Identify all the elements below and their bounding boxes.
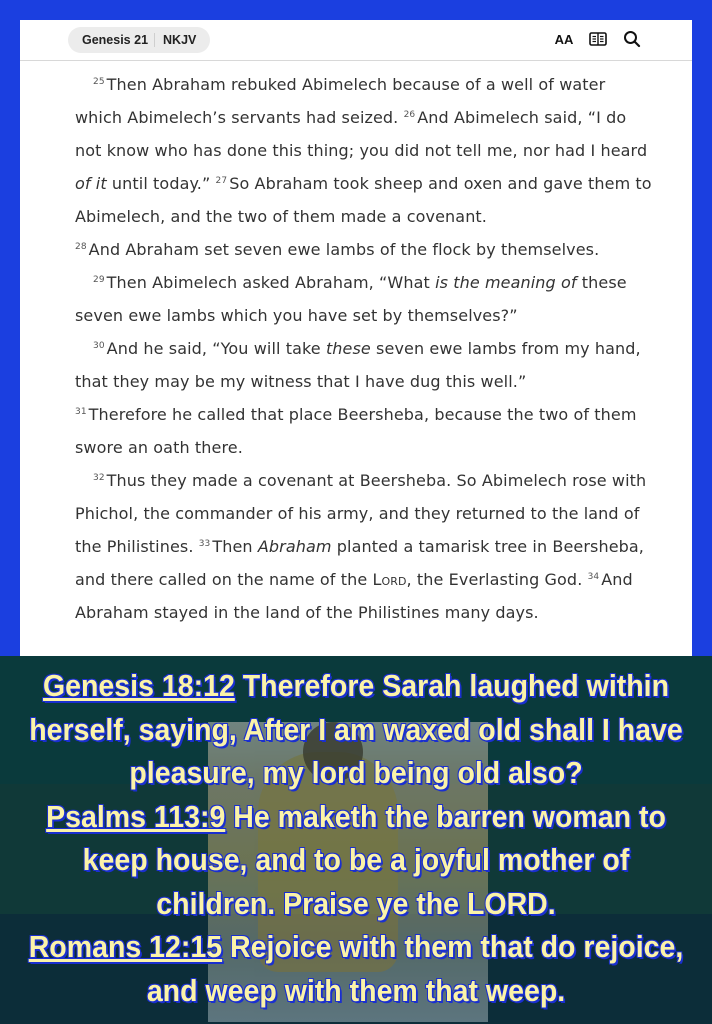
italic-text: Abraham [257, 537, 332, 556]
verse-number: 32 [93, 472, 105, 483]
verse-text: until today.” [106, 174, 216, 193]
passage-paragraph [75, 464, 655, 629]
verse-text: And Abraham stayed in the land of the Philistines many days. [75, 570, 633, 622]
verse-text: , the Everlasting God. [406, 570, 588, 589]
verse-number: 31 [75, 406, 87, 417]
reference-pill[interactable] [68, 27, 210, 53]
verse-number: 33 [198, 538, 211, 549]
verse-text: So Abraham took sheep and oxen and gave them to Abimelech, and the two of them made a covenant. [75, 174, 652, 226]
verse-text: And he said, “You will take [106, 339, 326, 358]
small-caps-text: Lord [372, 570, 407, 589]
verse-number: 25 [93, 76, 105, 87]
book-open-icon[interactable] [588, 29, 608, 49]
verse-body: He maketh the barren woman to keep house, and to be a joyful mother of children. Praise ye the LORD. [82, 798, 666, 921]
verse-body: Rejoice with them that do rejoice, and weep with them that weep. [146, 929, 684, 1008]
verse-text: Therefore he called that place Beersheba, because the two of them swore an oath there. [75, 405, 637, 457]
verse-reference: Genesis 18:12 [42, 668, 235, 703]
verse-number: 28 [75, 241, 87, 252]
passage-paragraph [75, 332, 655, 398]
scripture-passage [75, 68, 655, 629]
verse-text: planted a tamarisk tree in Beersheba, and there called on the name of the [75, 537, 644, 589]
overlay-verse [28, 795, 683, 926]
passage-paragraph [75, 266, 655, 332]
passage-paragraph [75, 398, 655, 464]
bible-reader [20, 20, 692, 656]
version-button[interactable]: NKJV [163, 33, 197, 47]
passage-paragraph [75, 233, 655, 266]
search-icon[interactable] [622, 29, 642, 49]
verse-body: Therefore Sarah laughed within herself, saying, After I am waxed old shall I have pleasure, my lord being old also? [29, 668, 683, 790]
passage-paragraph [75, 68, 655, 233]
italic-text: is the meaning of [435, 273, 577, 292]
italic-text: of it [75, 174, 107, 193]
verse-text: Then Abraham rebuked Abimelech because of a well of water which Abimelech’s servants had seized. [75, 75, 606, 127]
italic-text: these [325, 339, 371, 358]
overlay-verse [28, 664, 683, 795]
reader-toolbar [20, 20, 692, 61]
font-size-label: AA [554, 31, 574, 47]
verse-number: 26 [403, 109, 416, 120]
verse-text: these seven ewe lambs which you have set by themselves?” [75, 273, 627, 325]
verse-text: Then Abimelech asked Abraham, “What [106, 273, 436, 292]
verse-number: 27 [215, 175, 228, 186]
verse-number: 29 [93, 274, 105, 285]
verse-number: 30 [93, 340, 105, 351]
book-chapter-button[interactable]: Genesis 21 [76, 33, 155, 47]
verse-number: 34 [587, 571, 600, 582]
verse-reference: Romans 12:15 [28, 929, 223, 964]
overlay-verses [28, 664, 683, 1012]
overlay-verse [28, 925, 683, 1012]
verse-text: Thus they made a covenant at Beersheba. So Abimelech rose with Phichol, the commander of his army, and they returned to the land of the Philistines. [75, 471, 647, 556]
verse-text: Then [212, 537, 258, 556]
verse-text: And Abraham set seven ewe lambs of the flock by themselves. [88, 240, 600, 259]
verse-text: seven ewe lambs from my hand, that they may be my witness that I have dug this well.” [75, 339, 641, 391]
toolbar-tools [554, 29, 642, 49]
verse-text: And Abimelech said, “I do not know who has done this thing; you did not tell me, nor had I heard [75, 108, 648, 160]
verse-reference: Psalms 113:9 [46, 798, 226, 834]
font-size-icon[interactable] [554, 29, 574, 49]
